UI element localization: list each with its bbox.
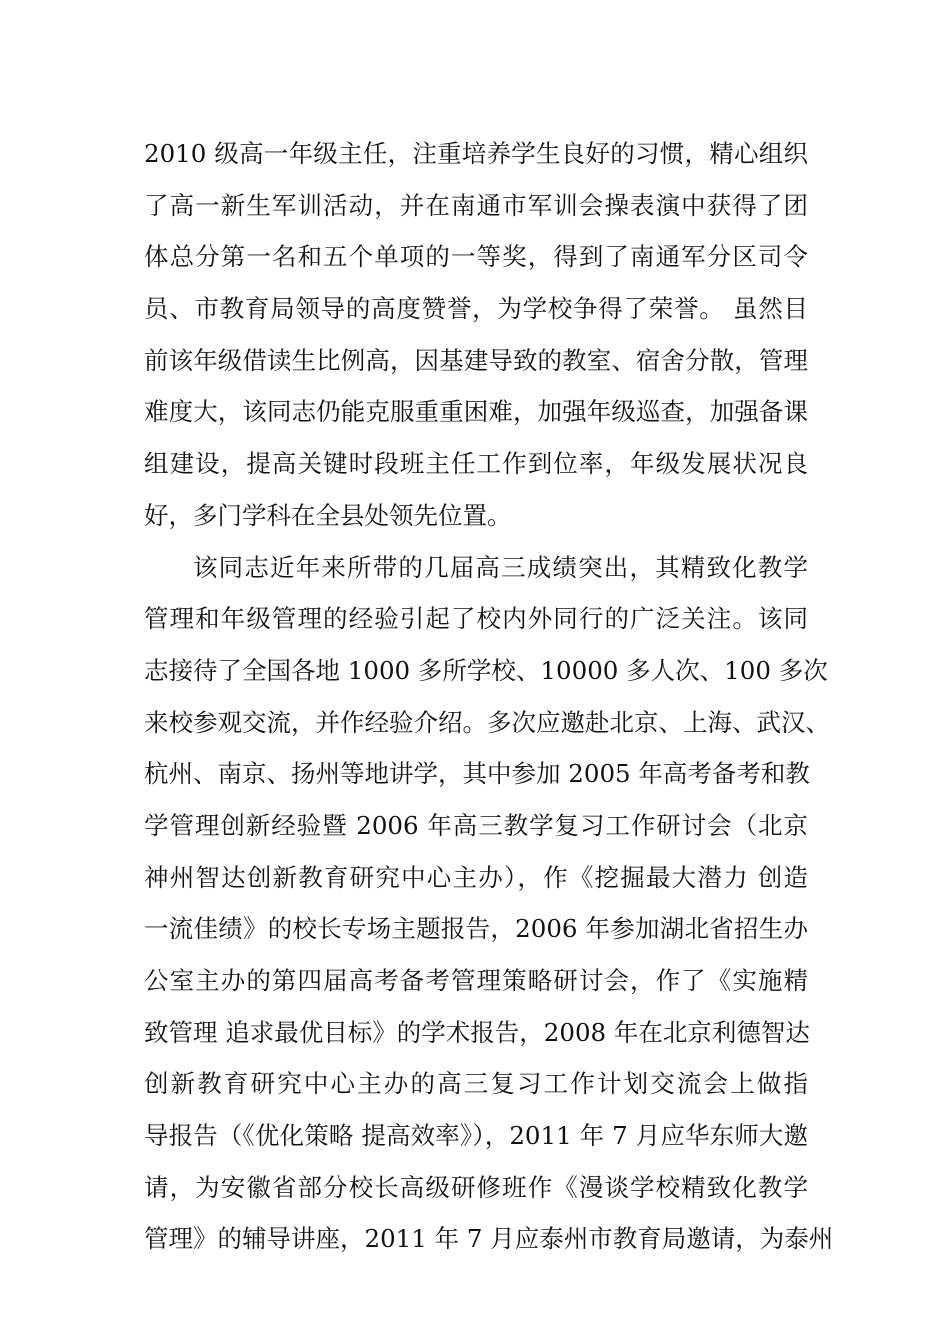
paragraph-line: 创新教育研究中心主办的高三复习工作计划交流会上做指 xyxy=(144,1069,808,1099)
paragraph-line: 一流佳绩》的校长专场主题报告，2006 年参加湖北省招生办 xyxy=(144,914,808,944)
paragraph-line: 2010 级高一年级主任，注重培养学生良好的习惯，精心组织 xyxy=(144,139,808,168)
paragraph-line: 该同志近年来所带的几届高三成绩突出，其精致化教学 xyxy=(193,552,808,582)
paragraph-line: 体总分第一名和五个单项的一等奖，得到了南通军分区司令 xyxy=(144,242,808,272)
paragraph-line: 导报告（《优化策略 提高效率》），2011 年 7 月应华东师大邀 xyxy=(144,1121,808,1151)
body-text xyxy=(144,128,834,1265)
paragraph-line: 志接待了全国各地 1000 多所学校、10000 多人次、100 多次 xyxy=(144,655,828,685)
paragraph-line: 学管理创新经验暨 2006 年高三教学复习工作研讨会（北京 xyxy=(144,810,808,840)
paragraph-line: 神州智达创新教育研究中心主办），作《挖掘最大潜力 创造 xyxy=(144,862,808,892)
paragraph-line: 管理和年级管理的经验引起了校内外同行的广泛关注。该同 xyxy=(144,604,808,634)
paragraph-line: 好，多门学科在全县处领先位置。 xyxy=(144,500,512,530)
paragraph-line: 公室主办的第四届高考备考管理策略研讨会，作了《实施精 xyxy=(144,966,808,995)
paragraph-line: 来校参观交流，并作经验介绍。多次应邀赴北京、上海、武汉、 xyxy=(144,707,830,737)
paragraph-line: 难度大，该同志仍能克服重重困难，加强年级巡查，加强备课 xyxy=(144,397,808,427)
paragraph-line: 组建设，提高关键时段班主任工作到位率，年级发展状况良 xyxy=(144,449,808,479)
paragraph-line: 致管理 追求最优目标》的学术报告，2008 年在北京利德智达 xyxy=(144,1017,810,1047)
paragraph-line: 请，为安徽省部分校长高级研修班作《漫谈学校精致化教学 xyxy=(144,1172,808,1202)
paragraph-line: 前该年级借读生比例高，因基建导致的教室、宿舍分散，管理 xyxy=(144,345,808,375)
paragraph-line: 员、市教育局领导的高度赞誉，为学校争得了荣誉。 虽然目 xyxy=(144,294,808,324)
paragraph-line: 杭州、南京、扬州等地讲学，其中参加 2005 年高考备考和教 xyxy=(144,759,810,789)
paragraph-line: 了高一新生军训活动，并在南通市军训会操表演中获得了团 xyxy=(144,190,808,220)
paragraph-line: 管理》的辅导讲座，2011 年 7 月应泰州市教育局邀请，为泰州 xyxy=(144,1224,834,1254)
